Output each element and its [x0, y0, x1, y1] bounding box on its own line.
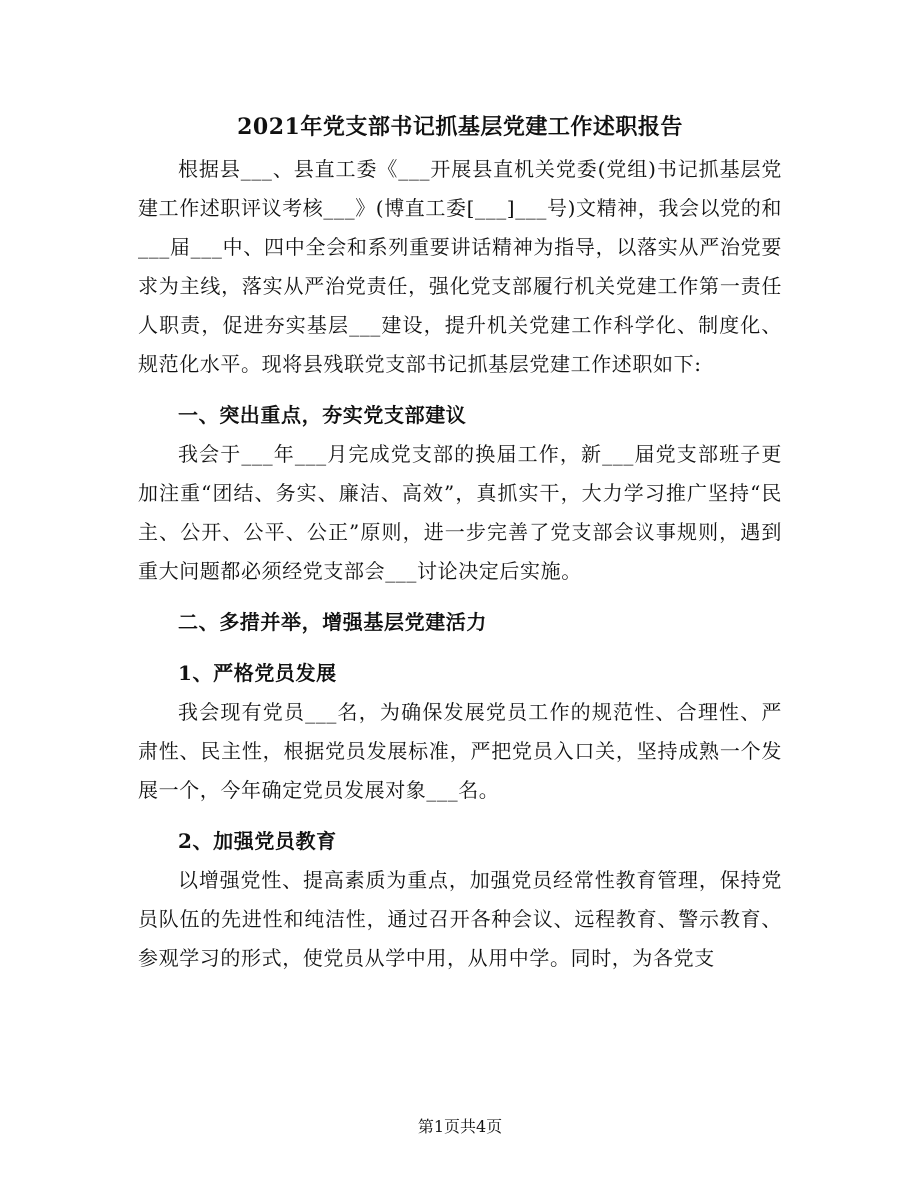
subsection-heading-1: 1、严格党员发展: [178, 661, 337, 685]
document-body: [138, 150, 782, 978]
subsection-heading-2: 2、加强党员教育: [178, 829, 337, 853]
section-heading-2: 二、多措并举，增强基层党建活力: [178, 610, 487, 634]
subsection-2-paragraph: 以增强党性、提高素质为重点，加强党员经常性教育管理，保持党员队伍的先进性和纯洁性，通过召开各种会议、远程教育、警示教育、参观学习的形式，使党员从学中用，从用中学。同时，为各党支: [138, 868, 782, 970]
document-title: 2021年党支部书记抓基层党建工作述职报告: [237, 114, 683, 140]
page-number: 第1页共4页: [417, 1117, 503, 1136]
intro-paragraph: 根据县___、县直工委《___开展县直机关党委(党组)书记抓基层党建工作述职评议考核___》(博直工委[___]___号)文精神，我会以党的和___届___中、四中全会和系列重要讲话精神为指导，以落实从严治党要求为主线，落实从严治党责任，强化党支部履行机关党建工作第一责任人职责，促进夯实基层___建设，提升机关党建工作科学化、制度化、规范化水平。现将县残联党支部书记抓基层党建工作述职如下:: [138, 157, 783, 376]
section-1-paragraph: 我会于___年___月完成党支部的换届工作，新___届党支部班子更加注重“团结、务实、廉洁、高效”，真抓实干，大力学习推广坚持“民主、公开、公平、公正”原则，进一步完善了党支部会议事规则，遇到重大问题都必须经党支部会___讨论决定后实施。: [138, 442, 782, 583]
subsection-1-paragraph: 我会现有党员___名，为确保发展党员工作的规范性、合理性、严肃性、民主性，根据党员发展标准，严把党员入口关，坚持成熟一个发展一个，今年确定党员发展对象___名。: [138, 700, 782, 802]
section-heading-1: 一、突出重点，夯实党支部建议: [178, 403, 467, 427]
